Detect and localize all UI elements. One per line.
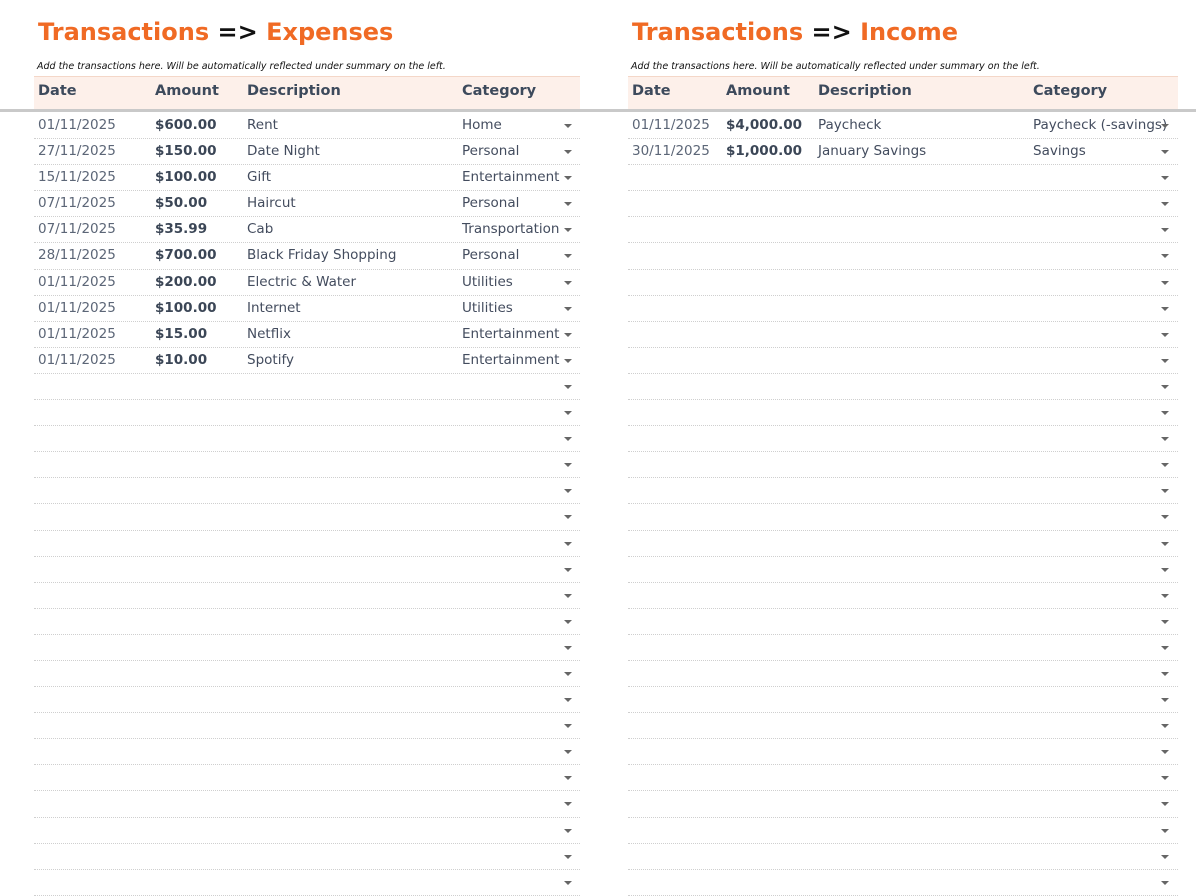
category-dropdown-arrow-icon[interactable]: [1161, 829, 1169, 833]
category-dropdown-arrow-icon[interactable]: [1161, 620, 1169, 624]
category-dropdown-arrow-icon[interactable]: [1161, 437, 1169, 441]
category-dropdown-arrow-icon[interactable]: [564, 776, 572, 780]
table-row[interactable]: [34, 531, 580, 557]
table-row[interactable]: [628, 609, 1178, 635]
category-dropdown-arrow-icon[interactable]: [1161, 672, 1169, 676]
expenses-header-amount: Amount: [155, 83, 219, 99]
category-cell[interactable]: Utilities: [462, 273, 513, 290]
description-cell[interactable]: Rent: [247, 117, 278, 133]
category-dropdown-arrow-icon[interactable]: [1161, 333, 1169, 337]
income-header-row: [628, 76, 1178, 110]
date-cell[interactable]: 01/11/2025: [38, 117, 116, 133]
description-cell[interactable]: Gift: [247, 169, 272, 186]
table-row[interactable]: [628, 348, 1178, 374]
table-row[interactable]: [628, 504, 1178, 530]
expenses-table-body: [34, 113, 580, 896]
income-header-description: Description: [818, 83, 912, 99]
table-row[interactable]: [628, 844, 1178, 870]
table-row[interactable]: [628, 765, 1178, 791]
category-dropdown-arrow-icon[interactable]: [1161, 750, 1169, 754]
amount-cell[interactable]: $200.00: [155, 273, 217, 290]
category-dropdown-arrow-icon[interactable]: [564, 411, 572, 415]
expenses-title-right: Expenses: [266, 18, 394, 46]
income-title: [632, 17, 958, 47]
category-dropdown-arrow-icon[interactable]: [564, 463, 572, 467]
category-dropdown-arrow-icon[interactable]: [1161, 124, 1169, 128]
expenses-header-description: Description: [247, 83, 341, 99]
category-dropdown-arrow-icon[interactable]: [564, 542, 572, 546]
category-dropdown-arrow-icon[interactable]: [564, 881, 572, 885]
category-dropdown-arrow-icon[interactable]: [564, 307, 572, 311]
category-cell[interactable]: Entertainment: [462, 351, 560, 368]
amount-cell[interactable]: $4,000.00: [726, 117, 803, 133]
table-row[interactable]: [34, 217, 580, 243]
category-cell[interactable]: Transportation: [462, 221, 560, 238]
table-row[interactable]: [34, 844, 580, 870]
table-row[interactable]: [34, 713, 580, 739]
table-row[interactable]: [34, 583, 580, 609]
table-row[interactable]: [34, 870, 580, 896]
category-dropdown-arrow-icon[interactable]: [1161, 228, 1169, 232]
category-dropdown-arrow-icon[interactable]: [1161, 515, 1169, 519]
table-row[interactable]: [628, 661, 1178, 687]
category-cell[interactable]: Personal: [462, 195, 520, 212]
description-cell[interactable]: Paycheck: [818, 117, 882, 133]
table-row[interactable]: [34, 609, 580, 635]
category-dropdown-arrow-icon[interactable]: [564, 829, 572, 833]
table-row[interactable]: [628, 243, 1178, 269]
category-dropdown-arrow-icon[interactable]: [564, 150, 572, 154]
category-dropdown-arrow-icon[interactable]: [564, 620, 572, 624]
category-dropdown-arrow-icon[interactable]: [1161, 281, 1169, 285]
category-dropdown-arrow-icon[interactable]: [564, 176, 572, 180]
date-cell[interactable]: 01/11/2025: [38, 299, 116, 316]
category-dropdown-arrow-icon[interactable]: [564, 568, 572, 572]
income-title-left: Transactions: [632, 18, 804, 46]
table-row[interactable]: [34, 452, 580, 478]
amount-cell[interactable]: $100.00: [155, 299, 217, 316]
category-dropdown-arrow-icon[interactable]: [564, 281, 572, 285]
table-row[interactable]: [34, 426, 580, 452]
category-cell[interactable]: Personal: [462, 247, 520, 264]
expenses-title-left: Transactions: [38, 18, 210, 46]
income-table-body: [628, 113, 1178, 896]
category-dropdown-arrow-icon[interactable]: [1161, 463, 1169, 467]
category-dropdown-arrow-icon[interactable]: [1161, 802, 1169, 806]
table-row[interactable]: [628, 113, 1178, 139]
category-cell[interactable]: Paycheck (-savings): [1033, 117, 1168, 133]
expenses-header-date: Date: [38, 83, 77, 99]
expenses-header-row: [34, 76, 580, 110]
amount-cell[interactable]: $100.00: [155, 169, 217, 186]
income-header-amount: Amount: [726, 83, 790, 99]
category-dropdown-arrow-icon[interactable]: [564, 802, 572, 806]
table-row[interactable]: [628, 635, 1178, 661]
category-cell[interactable]: Personal: [462, 143, 520, 160]
category-dropdown-arrow-icon[interactable]: [564, 385, 572, 389]
table-row[interactable]: [34, 113, 580, 139]
category-dropdown-arrow-icon[interactable]: [1161, 881, 1169, 885]
table-row[interactable]: [628, 217, 1178, 243]
category-dropdown-arrow-icon[interactable]: [564, 228, 572, 232]
expenses-title: [38, 17, 393, 47]
description-cell[interactable]: Black Friday Shopping: [247, 247, 397, 264]
table-row[interactable]: [34, 139, 580, 165]
category-dropdown-arrow-icon[interactable]: [564, 724, 572, 728]
description-cell[interactable]: Netflix: [247, 325, 291, 342]
description-cell[interactable]: January Savings: [818, 143, 927, 160]
expenses-note: Add the transactions here. Will be automatically reflected under summary on the left.: [37, 61, 446, 72]
table-row[interactable]: [628, 557, 1178, 583]
table-row[interactable]: [628, 452, 1178, 478]
category-dropdown-arrow-icon[interactable]: [1161, 359, 1169, 363]
amount-cell[interactable]: $50.00: [155, 195, 208, 212]
category-cell[interactable]: Home: [462, 117, 502, 133]
table-row[interactable]: [34, 791, 580, 817]
category-dropdown-arrow-icon[interactable]: [1161, 385, 1169, 389]
category-dropdown-arrow-icon[interactable]: [564, 594, 572, 598]
category-dropdown-arrow-icon[interactable]: [564, 646, 572, 650]
amount-cell[interactable]: $1,000.00: [726, 143, 803, 160]
table-row[interactable]: [628, 426, 1178, 452]
date-cell[interactable]: 01/11/2025: [38, 351, 116, 368]
table-row[interactable]: [628, 713, 1178, 739]
table-row[interactable]: [628, 139, 1178, 165]
category-dropdown-arrow-icon[interactable]: [564, 698, 572, 702]
category-dropdown-arrow-icon[interactable]: [1161, 307, 1169, 311]
date-cell[interactable]: 01/11/2025: [38, 325, 116, 342]
income-header-date: Date: [632, 83, 671, 99]
table-row[interactable]: [34, 165, 580, 191]
amount-cell[interactable]: $700.00: [155, 247, 217, 264]
table-row[interactable]: [34, 270, 580, 296]
category-dropdown-arrow-icon[interactable]: [1161, 489, 1169, 493]
category-dropdown-arrow-icon[interactable]: [1161, 855, 1169, 859]
table-row[interactable]: [34, 818, 580, 844]
description-cell[interactable]: Date Night: [247, 143, 320, 160]
amount-cell[interactable]: $150.00: [155, 143, 217, 160]
category-dropdown-arrow-icon[interactable]: [564, 254, 572, 258]
category-cell[interactable]: Entertainment: [462, 325, 560, 342]
table-row[interactable]: [34, 635, 580, 661]
expenses-header-category: Category: [462, 83, 537, 99]
amount-cell[interactable]: $35.99: [155, 221, 208, 238]
income-header-category: Category: [1033, 83, 1108, 99]
table-row[interactable]: [628, 870, 1178, 896]
category-dropdown-arrow-icon[interactable]: [1161, 594, 1169, 598]
category-dropdown-arrow-icon[interactable]: [564, 202, 572, 206]
table-row[interactable]: [628, 296, 1178, 322]
date-cell[interactable]: 01/11/2025: [632, 117, 710, 133]
table-row[interactable]: [34, 765, 580, 791]
table-row[interactable]: [628, 739, 1178, 765]
category-dropdown-arrow-icon[interactable]: [564, 750, 572, 754]
amount-cell[interactable]: $15.00: [155, 325, 208, 342]
description-cell[interactable]: Electric & Water: [247, 273, 357, 290]
description-cell[interactable]: Cab: [247, 221, 274, 238]
table-row[interactable]: [628, 478, 1178, 504]
description-cell[interactable]: Spotify: [247, 351, 294, 368]
category-dropdown-arrow-icon[interactable]: [1161, 776, 1169, 780]
table-row[interactable]: [34, 557, 580, 583]
date-cell[interactable]: 07/11/2025: [38, 221, 116, 238]
table-row[interactable]: [34, 243, 580, 269]
table-row[interactable]: [628, 191, 1178, 217]
table-row[interactable]: [34, 322, 580, 348]
expenses-title-arrow: =>: [217, 18, 258, 46]
category-dropdown-arrow-icon[interactable]: [1161, 542, 1169, 546]
date-cell[interactable]: 30/11/2025: [632, 143, 710, 160]
date-cell[interactable]: 28/11/2025: [38, 247, 116, 264]
table-row[interactable]: [34, 478, 580, 504]
date-cell[interactable]: 07/11/2025: [38, 195, 116, 212]
category-dropdown-arrow-icon[interactable]: [564, 672, 572, 676]
frozen-row-divider: [0, 109, 1196, 112]
category-dropdown-arrow-icon[interactable]: [1161, 646, 1169, 650]
date-cell[interactable]: 27/11/2025: [38, 143, 116, 160]
category-dropdown-arrow-icon[interactable]: [564, 437, 572, 441]
table-row[interactable]: [34, 687, 580, 713]
income-note: Add the transactions here. Will be automatically reflected under summary on the left.: [631, 61, 1040, 72]
table-row[interactable]: [34, 504, 580, 530]
table-row[interactable]: [628, 818, 1178, 844]
table-row[interactable]: [628, 791, 1178, 817]
category-dropdown-arrow-icon[interactable]: [564, 359, 572, 363]
category-dropdown-arrow-icon[interactable]: [564, 855, 572, 859]
table-row[interactable]: [628, 400, 1178, 426]
category-dropdown-arrow-icon[interactable]: [1161, 176, 1169, 180]
table-row[interactable]: [34, 400, 580, 426]
table-row[interactable]: [628, 531, 1178, 557]
category-dropdown-arrow-icon[interactable]: [1161, 150, 1169, 154]
category-cell[interactable]: Savings: [1033, 143, 1086, 160]
table-row[interactable]: [34, 374, 580, 400]
table-row[interactable]: [34, 661, 580, 687]
income-title-arrow: =>: [811, 18, 852, 46]
table-row[interactable]: [628, 165, 1178, 191]
table-row[interactable]: [34, 296, 580, 322]
table-row[interactable]: [628, 270, 1178, 296]
table-row[interactable]: [628, 322, 1178, 348]
category-dropdown-arrow-icon[interactable]: [1161, 724, 1169, 728]
table-row[interactable]: [628, 374, 1178, 400]
date-cell[interactable]: 01/11/2025: [38, 273, 116, 290]
table-row[interactable]: [34, 739, 580, 765]
category-dropdown-arrow-icon[interactable]: [1161, 411, 1169, 415]
category-cell[interactable]: Utilities: [462, 299, 513, 316]
date-cell[interactable]: 15/11/2025: [38, 169, 116, 186]
table-row[interactable]: [34, 191, 580, 217]
amount-cell[interactable]: $600.00: [155, 117, 217, 133]
category-dropdown-arrow-icon[interactable]: [564, 333, 572, 337]
category-dropdown-arrow-icon[interactable]: [564, 124, 572, 128]
category-dropdown-arrow-icon[interactable]: [1161, 698, 1169, 702]
category-cell[interactable]: Entertainment: [462, 169, 560, 186]
table-row[interactable]: [34, 348, 580, 374]
category-dropdown-arrow-icon[interactable]: [1161, 202, 1169, 206]
category-dropdown-arrow-icon[interactable]: [1161, 254, 1169, 258]
table-row[interactable]: [628, 687, 1178, 713]
table-row[interactable]: [628, 583, 1178, 609]
category-dropdown-arrow-icon[interactable]: [1161, 568, 1169, 572]
category-dropdown-arrow-icon[interactable]: [564, 489, 572, 493]
description-cell[interactable]: Internet: [247, 299, 301, 316]
category-dropdown-arrow-icon[interactable]: [564, 515, 572, 519]
description-cell[interactable]: Haircut: [247, 195, 296, 212]
amount-cell[interactable]: $10.00: [155, 351, 208, 368]
income-title-right: Income: [860, 18, 959, 46]
